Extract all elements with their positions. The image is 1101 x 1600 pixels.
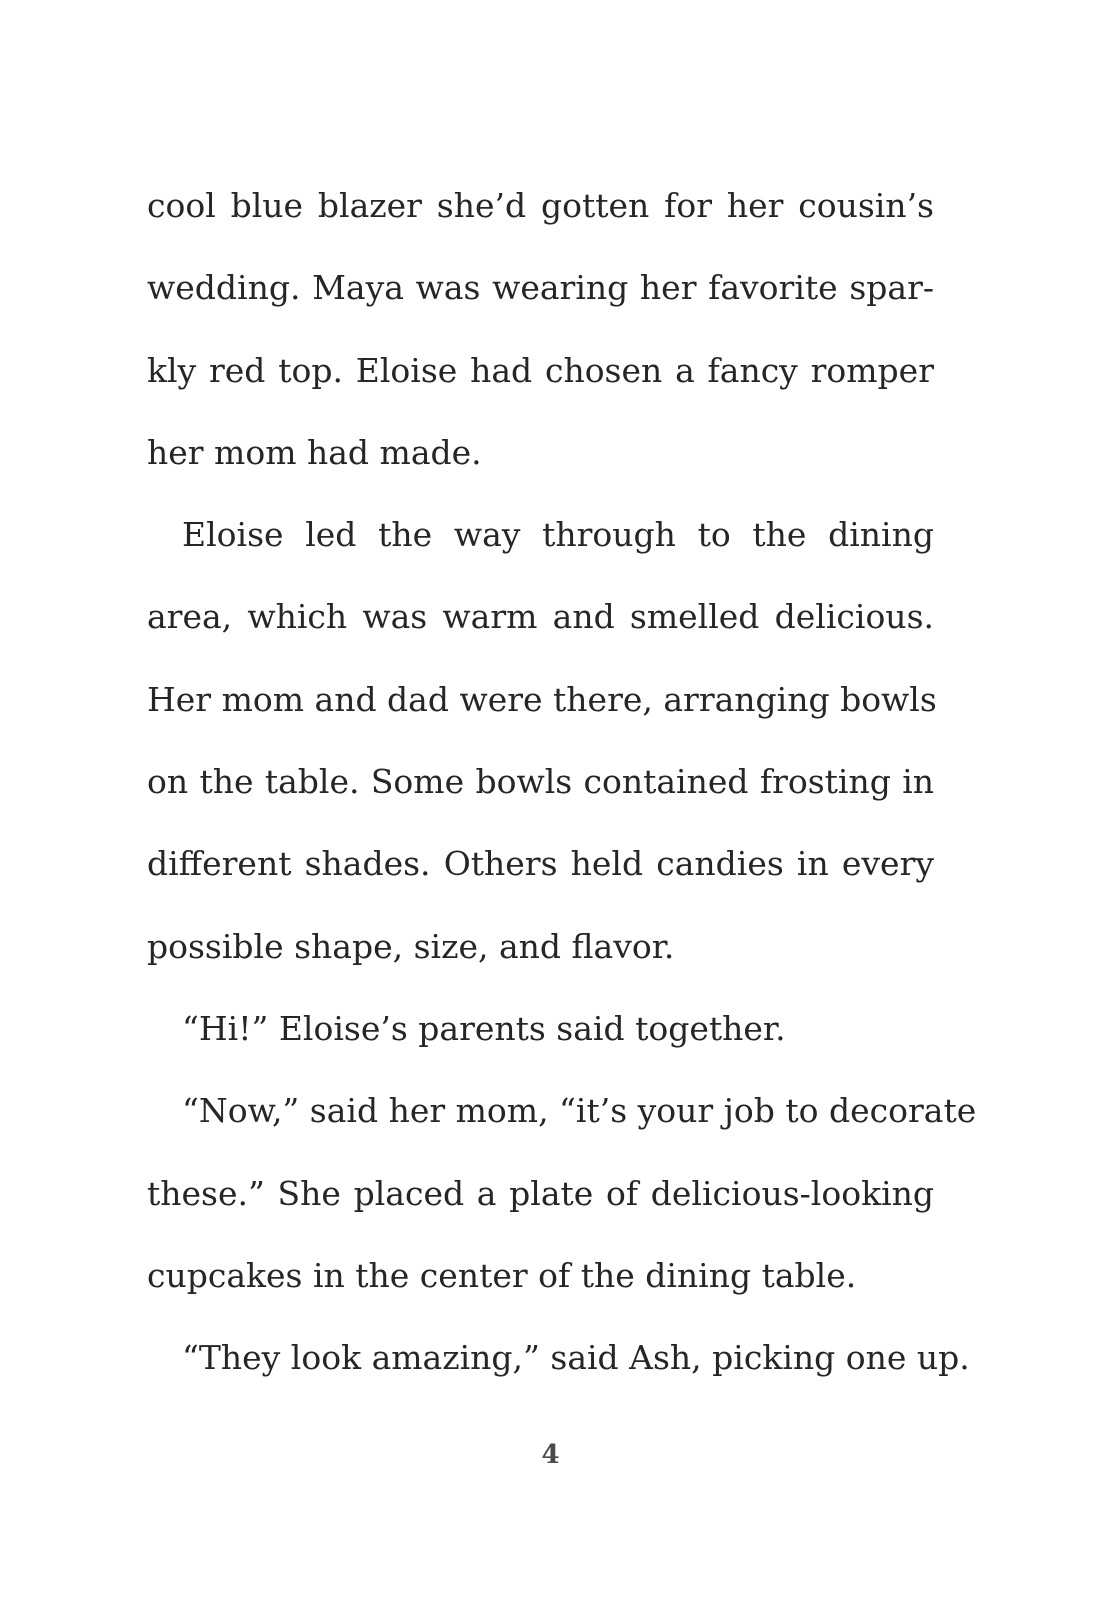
text-line: area, which was warm and smelled delicious. [147,597,934,637]
text-line: “Hi!” Eloise’s parents said together. [182,1008,786,1048]
body-text [147,165,977,1399]
page-number: 4 [541,1440,560,1470]
text-line: wedding. Maya was wearing her favorite spar- [147,268,934,308]
text-line: Her mom and dad were there, arranging bowls [147,679,937,719]
text-line: cool blue blazer she’d gotten for her cousin’s [147,186,934,225]
text-line: “They look amazing,” said Ash, picking one up. [182,1338,970,1378]
text-line: Eloise led the way through to the dining [182,515,934,555]
text-line: on the table. Some bowls contained frosting in [147,762,934,802]
text-line: these.” She placed a plate of delicious-looking [147,1173,934,1213]
text-line: different shades. Others held candies in every [147,844,934,884]
text-line: possible shape, size, and flavor. [147,926,675,966]
text-line: cupcakes in the center of the dining table. [147,1255,857,1295]
text-line: “Now,” said her mom, “it’s your job to decorate [182,1091,977,1131]
text-line: her mom had made. [147,432,482,472]
text-line: kly red top. Eloise had chosen a fancy romper [147,350,934,390]
